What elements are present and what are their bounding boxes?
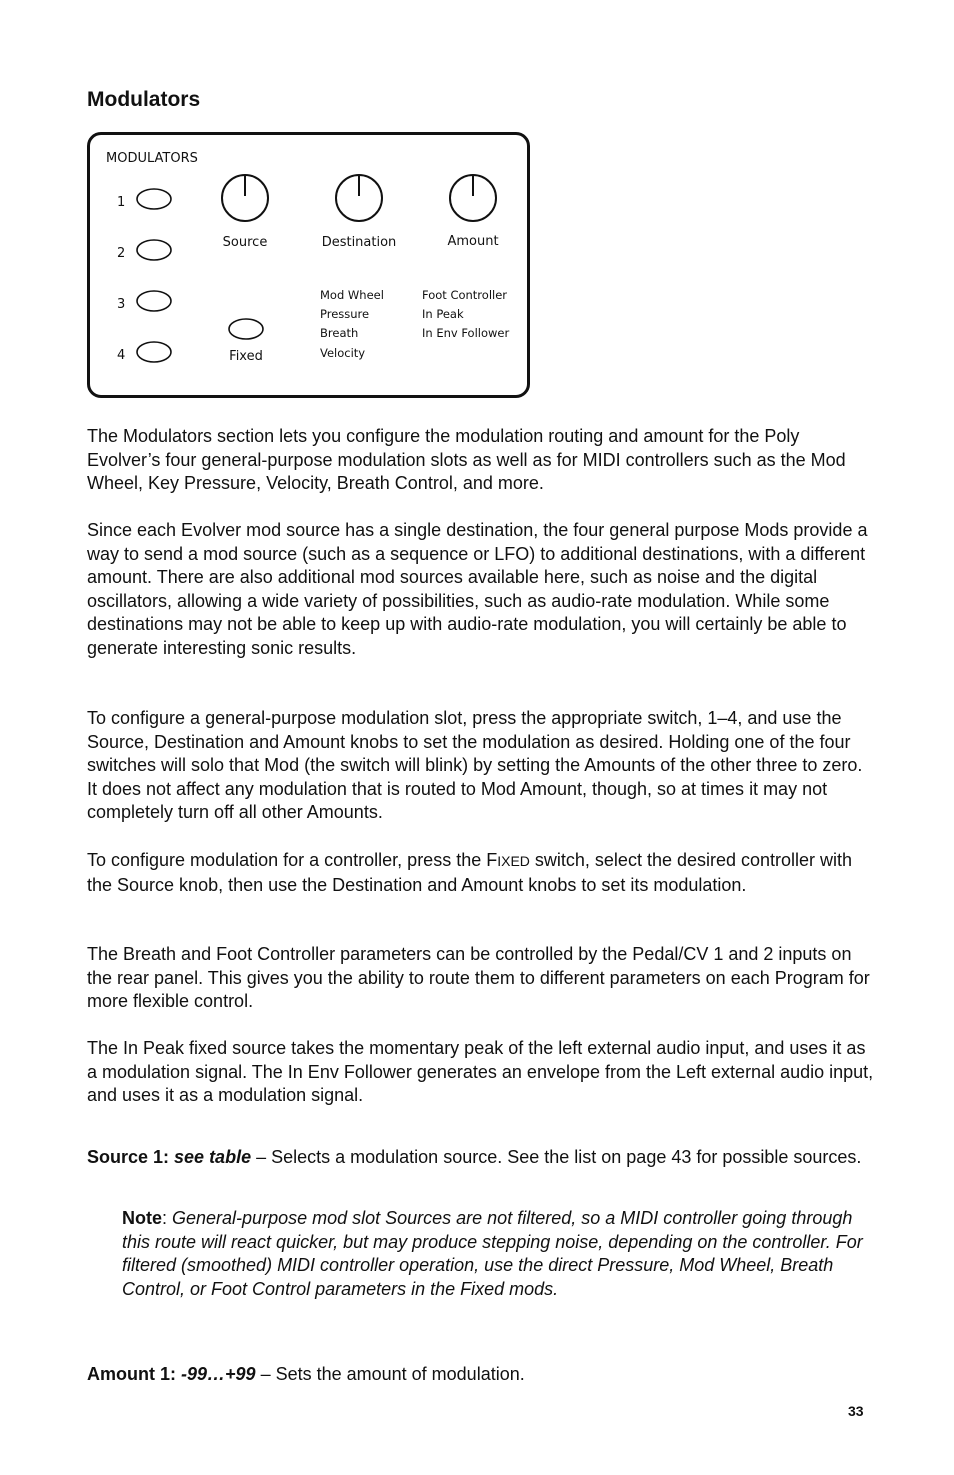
amount-1-label: Amount 1:	[87, 1364, 181, 1384]
source-1-value: see table	[174, 1147, 252, 1167]
source-1-desc: – Selects a modulation source. See the list on page 43 for possible sources.	[251, 1147, 862, 1167]
source-knob-label: Source	[222, 235, 268, 250]
slot-number-1: 1	[117, 195, 126, 210]
p4-fixed-first: F	[486, 850, 498, 870]
paragraph-general-purpose-mods: Since each Evolver mod source has a single destination, the four general purpose Mods provide a way to send a mod source (such as a sequence or LFO) to additional destinations, with a different amount. There are also additional mod sources available here, such as noise and the digital oscillators, allowing a wide variety of possibilities, such as audio-rate modulation. While some destinations may not be able to keep up with audio-rate modulation, you will certainly be able to generate interesting sonic results.	[87, 520, 868, 658]
source-knob[interactable]	[222, 175, 268, 221]
fixed-source-breath: Breath	[320, 326, 359, 340]
p4-fixed-rest: IXED	[497, 853, 530, 869]
page-number: 33	[848, 1403, 864, 1419]
slot-number-3: 3	[117, 297, 126, 312]
source-1-label: Source 1:	[87, 1147, 175, 1167]
note-colon: :	[162, 1208, 173, 1228]
fixed-source-foot-controller: Foot Controller	[422, 288, 508, 302]
amount-1-parameter	[87, 1363, 877, 1387]
amount-1-value: -99…+99	[181, 1364, 256, 1384]
amount-1-desc: – Sets the amount of modulation.	[255, 1364, 525, 1384]
note-text: General-purpose mod slot Sources are not filtered, so a MIDI controller going through this route will react quicker, but may produce stepping noise, depending on the controller. For filtered (smoothed) MIDI controller operation, use the direct Pressure, Mod Wheel, Breath Control, or Foot Control parameters in the Fixed mods.	[122, 1208, 863, 1299]
slot-switch-2[interactable]	[137, 240, 171, 260]
paragraph-breath-foot: The Breath and Foot Controller parameters can be controlled by the Pedal/CV 1 and 2 inputs on the rear panel. This gives you the ability to route them to different parameters on each Program for more flexible control.	[87, 944, 870, 1012]
fixed-label: Fixed	[229, 349, 263, 364]
paragraph-in-peak: The In Peak fixed source takes the momentary peak of the left external audio input, and uses it as a modulation signal. The In Env Follower generates an envelope from the Left external audio input, and uses it as a modulation signal.	[87, 1038, 874, 1106]
destination-knob[interactable]	[336, 175, 382, 221]
source-1-parameter	[87, 1146, 877, 1170]
modulators-panel-diagram	[87, 132, 530, 398]
p4-text-b: switch, select the desired controller with the Source knob, then use the Destination and Amount knobs to set its modulation.	[87, 850, 853, 895]
amount-knob-label: Amount	[447, 234, 499, 249]
paragraph-configure-controller	[87, 849, 877, 897]
fixed-source-in-peak: In Peak	[422, 307, 464, 321]
slot-number-2: 2	[117, 246, 126, 261]
p4-text-a: To configure modulation for a controller, press the	[87, 850, 487, 870]
fixed-source-in-env-follower: In Env Follower	[422, 326, 510, 340]
slot-switch-4[interactable]	[137, 342, 171, 362]
fixed-source-velocity: Velocity	[320, 346, 366, 360]
destination-knob-label: Destination	[321, 235, 397, 250]
fixed-switch[interactable]	[229, 319, 263, 339]
paragraph-configure-slot: To configure a general-purpose modulation slot, press the appropriate switch, 1–4, and use the Source, Destination and Amount knobs to set the modulation as desired. Holding one of the four switches will solo that Mod (the switch will blink) by setting the Amounts of the other three to zero. It does not affect any modulation that is routed to Mod Amount, though, so at times it may not completely turn off all other Amounts.	[87, 708, 863, 823]
slot-switch-1[interactable]	[137, 189, 171, 209]
fixed-source-mod-wheel: Mod Wheel	[320, 288, 384, 302]
panel-title: MODULATORS	[106, 151, 198, 166]
section-heading: Modulators	[87, 88, 201, 111]
note-label: Note	[122, 1208, 162, 1228]
panel-graphic	[90, 135, 527, 395]
fixed-source-pressure: Pressure	[320, 307, 370, 321]
slot-number-4: 4	[117, 348, 126, 363]
amount-knob[interactable]	[450, 175, 496, 221]
note-block	[122, 1207, 877, 1301]
paragraph-intro: The Modulators section lets you configure the modulation routing and amount for the Poly Evolver’s four general-purpose modulation slots as well as for MIDI controllers such as the Mod Wheel, Key Pressure, Velocity, Breath Control, and more.	[87, 426, 846, 494]
slot-switch-3[interactable]	[137, 291, 171, 311]
